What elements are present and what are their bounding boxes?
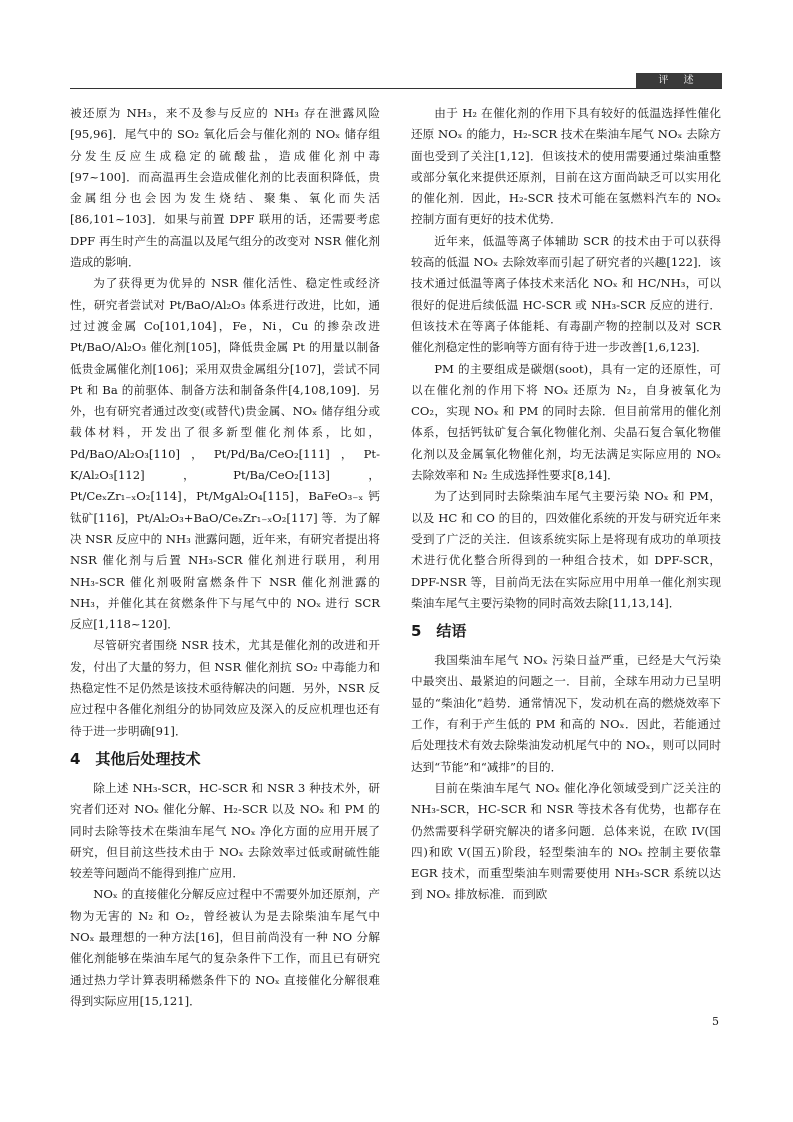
section-5-heading: 5 结语 bbox=[411, 622, 467, 641]
left-paragraph-4: 除上述 NH₃-SCR，HC-SCR 和 NSR 3 种技术外，研究者们还对 NOₓ 催化分解、H₂-SCR 以及 NOₓ 和 PM 的同时去除等技术在柴油车尾气 NOₓ 净化方面的应用开展了研究，但目前这些技术由于 NOₓ 去除效率过低或耐硫性能较差等问题尚不能得到推广应用． bbox=[70, 780, 380, 881]
right-paragraph-2: 近年来，低温等离子体辅助 SCR 的技术由于可以获得较高的低温 NOₓ 去除效率而引起了研究者的兴趣[122]．该技术通过低温等离子体技术来活化 NOₓ 和 HC/NH₃，可以很好的促进后续低温 HC-SCR 或 NH₃-SCR 反应的进行．但该技术在等离子体能耗、有毒副产物的控制以及对 SCR 催化剂稳定性的影响等方面有待于进一步改善[1,6,123]． bbox=[411, 233, 721, 355]
header-rule bbox=[70, 88, 722, 89]
right-paragraph-4: 为了达到同时去除柴油车尾气主要污染 NOₓ 和 PM，以及 HC 和 CO 的目的，四效催化系统的开发与研究近年来受到了广泛的关注．但该系统实际上是将现有成功的单项技术进行优化整合所得到的一种组合技术，如 DPF-SCR，DPF-NSR 等，目前尚无法在实际应用中用单一催化剂实现柴油车尾气主要污染物的同时高效去除[11,13,14]． bbox=[411, 489, 721, 610]
left-column bbox=[70, 103, 380, 1012]
page-number: 5 bbox=[712, 1015, 719, 1028]
right-column bbox=[411, 103, 721, 906]
right-paragraph-1: 由于 H₂ 在催化剂的作用下具有较好的低温选择性催化还原 NOₓ 的能力，H₂-SCR 技术在柴油车尾气 NOₓ 去除方面也受到了关注[1,12]．但该技术的使用需要通过柴油重整或部分氧化来提供还原剂，目前在这方面尚缺乏可以实用化的催化剂．因此，H₂-SCR 技术可能在氢燃料汽车的 NOₓ 控制方面有更好的技术优势． bbox=[411, 106, 721, 227]
right-paragraph-3: PM 的主要组成是碳烟(soot)，具有一定的还原性，可以在催化剂的作用下将 NOₓ 还原为 N₂，自身被氧化为 CO₂，实现 NOₓ 和 PM 的同时去除．但目前常用的催化剂体系，包括钙钛矿复合氧化物催化剂、尖晶石复合氧化物催化剂以及金属氧化物催化剂，均无法满足实际应用的 NOₓ 去除效率和 N₂ 生成选择性要求[8,14]． bbox=[411, 361, 721, 483]
right-paragraph-5: 我国柴油车尾气 NOₓ 污染日益严重，已经是大气污染中最突出、最紧迫的问题之一．目前，全球车用动力已呈明显的“柴油化”趋势．通常情况下，发动机在高的燃烧效率下工作，有利于产生低的 PM 和高的 NOₓ．因此，若能通过后处理技术有效去除柴油发动机尾气中的 NOₓ，则可以同时达到“节能”和“减排”的目的． bbox=[411, 653, 721, 774]
left-paragraph-5: NOₓ 的直接催化分解反应过程中不需要外加还原剂，产物为无害的 N₂ 和 O₂，曾经被认为是去除柴油车尾气中 NOₓ 最理想的一种方法[16]，但目前尚没有一种 NO 分解催化剂能够在柴油车尾气的复杂条件下工作，而且已有研究通过热力学计算表明稀燃条件下的 NOₓ 直接催化分解很难得到实际应用[15,121]． bbox=[70, 887, 380, 1008]
left-paragraph-3: 尽管研究者围绕 NSR 技术，尤其是催化剂的改进和开发，付出了大量的努力，但 NSR 催化剂抗 SO₂ 中毒能力和热稳定性不足仍然是该技术亟待解决的问题．另外，NSR 反应过程中各催化剂组分的协同效应及深入的反应机理也还有待于进一步明确[91]． bbox=[70, 638, 380, 738]
section-4-heading: 4 其他后处理技术 bbox=[70, 749, 201, 768]
left-paragraph-1: 被还原为 NH₃，来不及参与反应的 NH₃ 存在泄露风险[95,96]．尾气中的 SO₂ 氧化后会与催化剂的 NOₓ 储存组分发生反应生成稳定的硫酸盐，造成催化剂中毒[97~100]．而高温再生会造成催化剂的比表面积降低，贵金属组分也会因为发生烧结、聚集、氧化而失活[86,101~103]．如果与前置 DPF 联用的话，还需要考虑 DPF 再生时产生的高温以及尾气组分的改变对 NSR 催化剂造成的影响． bbox=[70, 106, 380, 270]
left-paragraph-2: 为了获得更为优异的 NSR 催化活性、稳定性或经济性，研究者尝试对 Pt/BaO/Al₂O₃ 体系进行改进，比如，通过过渡金属 Co[101,104]，Fe，Ni，Cu 的掺杂改进 Pt/BaO/Al₂O₃ 催化剂[105]，降低贵金属 Pt 的用量以制备低贵金属催化剂[106]；采用双贵金属组分[107]，尝试不同 Pt 和 Ba 的前驱体、制备方法和制备条件[4,108,109]．另外，也有研究者通过改变(或替代)贵金属、NOₓ 储存组分或载体材料，开发出了很多新型催化剂体系，比如，Pd/BaO/Al₂O₃[110]，Pt/Pd/Ba/CeO₂[111]，Pt-K/Al₂O₃[112]，Pt/Ba/CeO₂[113]，Pt/CeₓZr₁₋ₓO₂[114]，Pt/MgAl₂O₄[115]，BaFeO₃₋ₓ 钙钛矿[116]，Pt/Al₂O₃+BaO/CeₓZr₁₋ₓO₂[117] 等．为了解决 NSR 反应中的 NH₃ 泄露问题，近年来，有研究者提出将 NSR 催化剂与后置 NH₃-SCR 催化剂进行联用，利用 NH₃-SCR 催化剂吸附富燃条件下 NSR 催化剂泄露的 NH₃，并催化其在贫燃条件下与尾气中的 NOₓ 进行 SCR 反应[1,118~120]． bbox=[70, 276, 380, 632]
right-paragraph-6: 目前在柴油车尾气 NOₓ 催化净化领域受到广泛关注的 NH₃-SCR，HC-SCR 和 NSR 等技术各有优势，也都存在仍然需要科学研究解决的诸多问题．总体来说，在欧 IV(国四)和欧 V(国五)阶段，轻型柴油车的 NOₓ 控制主要依靠 EGR 技术，而重型柴油车则需要使用 NH₃-SCR 系统以达到 NOₓ 排放标准．而到欧 bbox=[411, 780, 721, 902]
section-tag: 评 述 bbox=[636, 73, 722, 89]
